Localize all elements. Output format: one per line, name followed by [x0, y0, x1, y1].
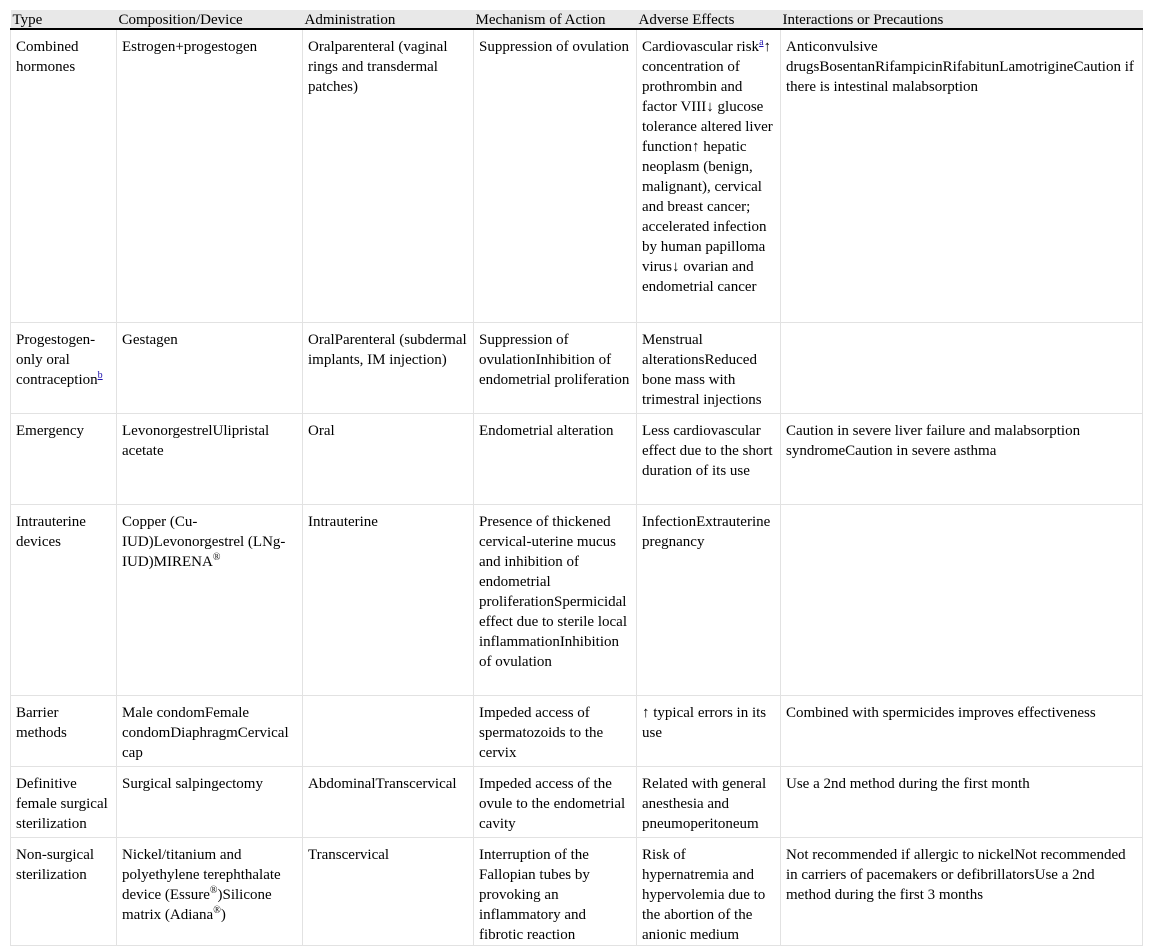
composition-text-end: ) [220, 907, 226, 923]
cell-composition: Gestagen [117, 323, 303, 414]
cell-precautions: Caution in severe liver failure and malabsorption syndromeCaution in severe asthma [781, 414, 1143, 505]
cell-administration: OralParenteral (subdermal implants, IM injection) [303, 323, 474, 414]
cell-precautions: Use a 2nd method during the first month [781, 767, 1143, 838]
cell-composition: Male condomFemale condomDiaphragmCervical cap [117, 696, 303, 767]
registered-mark: ® [212, 552, 221, 563]
cell-mechanism: Suppression of ovulationInhibition of endometrial proliferation [474, 323, 637, 414]
header-row [11, 10, 1143, 29]
table-row [11, 323, 1143, 414]
cell-administration [303, 696, 474, 767]
cell-administration: AbdominalTranscervical [303, 767, 474, 838]
composition-text: Nickel/titanium and polyethylene terephthalate device (Essure [122, 847, 281, 903]
cell-type: Intrauterine devices [11, 505, 117, 696]
cell-type: Emergency [11, 414, 117, 505]
header-precautions: Interactions or Precautions [781, 10, 1143, 29]
table-row [11, 505, 1143, 696]
table-row [11, 696, 1143, 767]
cell-precautions: Combined with spermicides improves effectiveness [781, 696, 1143, 767]
header-type: Type [11, 10, 117, 29]
cell-mechanism: Impeded access of the ovule to the endometrial cavity [474, 767, 637, 838]
table-row [11, 414, 1143, 505]
cell-adverse-effects: ↑ typical errors in its use [637, 696, 781, 767]
table-row [11, 838, 1143, 946]
header-adverse-effects: Adverse Effects [637, 10, 781, 29]
header-composition: Composition/Device [117, 10, 303, 29]
cell-precautions: Not recommended if allergic to nickelNot recommended in carriers of pacemakers or defibrillatorsUse a 2nd method during the first 3 months [781, 838, 1143, 946]
cell-type: Non-surgical sterilization [11, 838, 117, 946]
cell-adverse-effects: Related with general anesthesia and pneumoperitoneum [637, 767, 781, 838]
cell-precautions: Anticonvulsive drugsBosentanRifampicinRifabitunLamotrigineCaution if there is intestinal malabsorption [781, 29, 1143, 323]
composition-text: Copper (Cu-IUD)Levonorgestrel (LNg-IUD)MIRENA [122, 514, 286, 570]
cell-precautions [781, 323, 1143, 414]
cell-composition: Surgical salpingectomy [117, 767, 303, 838]
cell-adverse-effects: InfectionExtrauterine pregnancy [637, 505, 781, 696]
cell-composition [117, 838, 303, 946]
cell-mechanism: Interruption of the Fallopian tubes by provoking an inflammatory and fibrotic reaction [474, 838, 637, 946]
cell-adverse-effects: Menstrual alterationsReduced bone mass with trimestral injections [637, 323, 781, 414]
adverse-text-cont: ↑ concentration of prothrombin and factor VIII↓ glucose tolerance altered liver function↑ hepatic neoplasm (benign, malignant), cervical and breast cancer; accelerated infection by human papilloma virus↓ ovarian and endometrial cancer [642, 39, 773, 295]
cell-administration: Transcervical [303, 838, 474, 946]
cell-mechanism: Endometrial alteration [474, 414, 637, 505]
adverse-text: Cardiovascular risk [642, 39, 760, 55]
cell-precautions [781, 505, 1143, 696]
cell-mechanism: Presence of thickened cervical-uterine mucus and inhibition of endometrial proliferationSpermicidal effect due to sterile local inflammationInhibition of ovulation [474, 505, 637, 696]
cell-administration: Intrauterine [303, 505, 474, 696]
header-mechanism: Mechanism of Action [474, 10, 637, 29]
cell-composition: Estrogen+progestogen [117, 29, 303, 323]
footnote-link-b[interactable]: b [97, 370, 103, 381]
cell-composition: LevonorgestrelUlipristal acetate [117, 414, 303, 505]
cell-mechanism: Impeded access of spermatozoids to the cervix [474, 696, 637, 767]
contraception-table [10, 10, 1143, 946]
type-text: Progestogen-only oral contraception [16, 332, 98, 388]
cell-mechanism: Suppression of ovulation [474, 29, 637, 323]
cell-administration: Oralparenteral (vaginal rings and transdermal patches) [303, 29, 474, 323]
cell-adverse-effects: Less cardiovascular effect due to the short duration of its use [637, 414, 781, 505]
table-row [11, 767, 1143, 838]
table-row [11, 29, 1143, 323]
cell-type: Definitive female surgical sterilization [11, 767, 117, 838]
header-administration: Administration [303, 10, 474, 29]
cell-administration: Oral [303, 414, 474, 505]
registered-mark: ® [213, 905, 221, 916]
cell-adverse-effects [637, 29, 781, 323]
footnote-link-a[interactable]: a [759, 37, 764, 48]
composition-text-cont: )Silicone matrix (Adiana [122, 887, 272, 923]
registered-mark: ® [209, 885, 218, 896]
cell-type: Barrier methods [11, 696, 117, 767]
cell-type [11, 323, 117, 414]
cell-type: Combined hormones [11, 29, 117, 323]
cell-composition [117, 505, 303, 696]
cell-adverse-effects: Risk of hypernatremia and hypervolemia due to the abortion of the anionic medium [637, 838, 781, 946]
